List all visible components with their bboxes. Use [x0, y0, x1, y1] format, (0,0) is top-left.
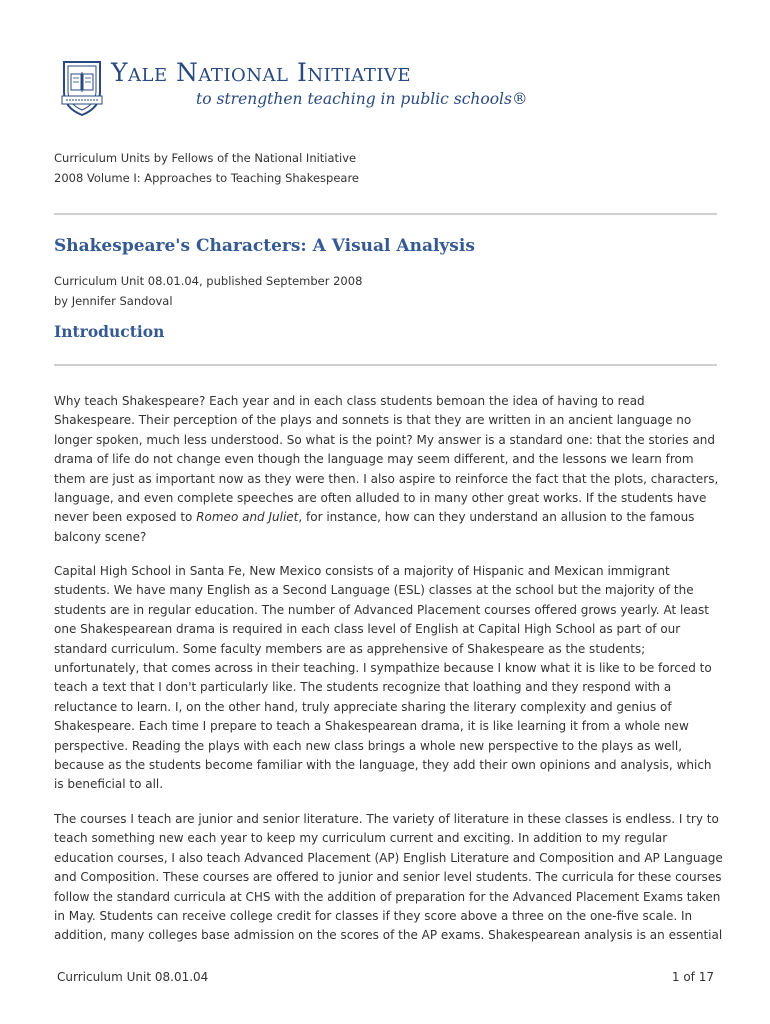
text-line: teach a text that I don't particularly like. The students recognize that loathing and they respond with a — [54, 680, 672, 695]
text-line: students are in regular education. The number of Advanced Placement courses offered grows yearly. At least — [54, 602, 709, 617]
footer-unit-label: Curriculum Unit 08.01.04 — [57, 970, 209, 984]
author-line: by Jennifer Sandoval — [54, 294, 173, 308]
text-line: them are just as important now as they were then. I also aspire to reinforce the fact that the plots, characters, — [54, 471, 719, 486]
volume-line: 2008 Volume I: Approaches to Teaching Shakespeare — [54, 171, 359, 185]
text-line: standard curriculum. Some faculty members are as apprehensive of Shakespeare as the students; — [54, 641, 646, 656]
text-line: language, and even complete speeches are often alluded to in many other great works. If the students have — [54, 491, 707, 506]
text-line: Shakespeare. Their perception of the plays and sonnets is that they are written in an ancient language no — [54, 413, 692, 428]
unit-published-line: Curriculum Unit 08.01.04, published September 2008 — [54, 274, 363, 288]
yale-national-initiative-logo[interactable] — [58, 58, 528, 122]
play-title-italic: Romeo and Juliet — [196, 510, 299, 525]
text-line: follow the standard curricula at CHS with the addition of preparation for the Advanced Placement Exams taken — [54, 889, 721, 904]
section-heading: Introduction — [54, 322, 165, 341]
document-title: Shakespeare's Characters: A Visual Analysis — [54, 236, 475, 256]
text-line: longer spoken, much less understood. So what is the point? My answer is a standard one: that the stories and — [54, 432, 716, 447]
text-line: unfortunately, that comes across in their teaching. I sympathize because I know what it is like to be forced to — [54, 661, 712, 676]
unit-info — [54, 271, 362, 311]
collection-line: Curriculum Units by Fellows of the National Initiative — [54, 151, 357, 165]
yale-shield-icon — [58, 58, 106, 118]
paragraph-3 — [54, 810, 723, 946]
collection-info — [54, 148, 359, 188]
text-line: one Shakespearean drama is required in each class level of English at Capital High School as part of our — [54, 622, 681, 637]
text-line: reluctance to learn. I, on the other hand, truly appreciate sharing the literary complexity and genius of — [54, 699, 672, 714]
text-line: Capital High School in Santa Fe, New Mexico consists of a majority of Hispanic and Mexican immigrant — [54, 564, 670, 578]
text-line: in May. Students can receive college credit for classes if they score above a three on the one-five scale. In — [54, 909, 693, 924]
text-line: and Composition. These courses are offered to junior and senior level students. The curricula for these courses — [54, 870, 722, 885]
text-line: teach something new each year to keep my curriculum current and exciting. In addition to my regular — [54, 831, 668, 846]
brand-tagline: to strengthen teaching in public schools® — [196, 90, 528, 108]
text-line: addition, many colleges base admission on the scores of the AP exams. Shakespearean analysis is an essential — [54, 928, 723, 943]
text-line: is beneficial to all. — [54, 777, 164, 792]
text-line: education courses, I also teach Advanced Placement (AP) English Literature and Composition and AP Language — [54, 850, 723, 865]
text-line: because as the students become familiar with the language, they add their own opinions and analysis, which — [54, 758, 712, 773]
page-number: 1 of 17 — [671, 970, 714, 984]
paragraph-1 — [54, 392, 718, 547]
paragraph-2 — [54, 562, 718, 795]
text-line: perspective. Reading the plays with each new class brings a whole new perspective to the plays as well, — [54, 738, 683, 753]
text-line: drama of life do not change even though the language may seem different, and the lessons we learn from — [54, 452, 694, 467]
text-line: Shakespeare. Each time I prepare to teach a Shakespearean drama, it is like learning it from a whole new — [54, 719, 689, 734]
text-line: students. We have many English as a Second Language (ESL) classes at the school but the majority of the — [54, 583, 694, 598]
text-line: Why teach Shakespeare? Each year and in each class students bemoan the idea of having to read — [54, 394, 645, 408]
text-line: The courses I teach are junior and senior literature. The variety of literature in these classes is endless. I try to — [54, 812, 719, 826]
divider — [54, 213, 717, 215]
text-line — [54, 508, 718, 527]
text-run: never been exposed to — [54, 510, 197, 525]
text-run: , for instance, how can they understand an allusion to the famous — [298, 510, 695, 525]
brand-title: Yale National Initiative — [111, 58, 412, 87]
text-line: balcony scene? — [54, 529, 147, 544]
divider — [54, 364, 717, 366]
